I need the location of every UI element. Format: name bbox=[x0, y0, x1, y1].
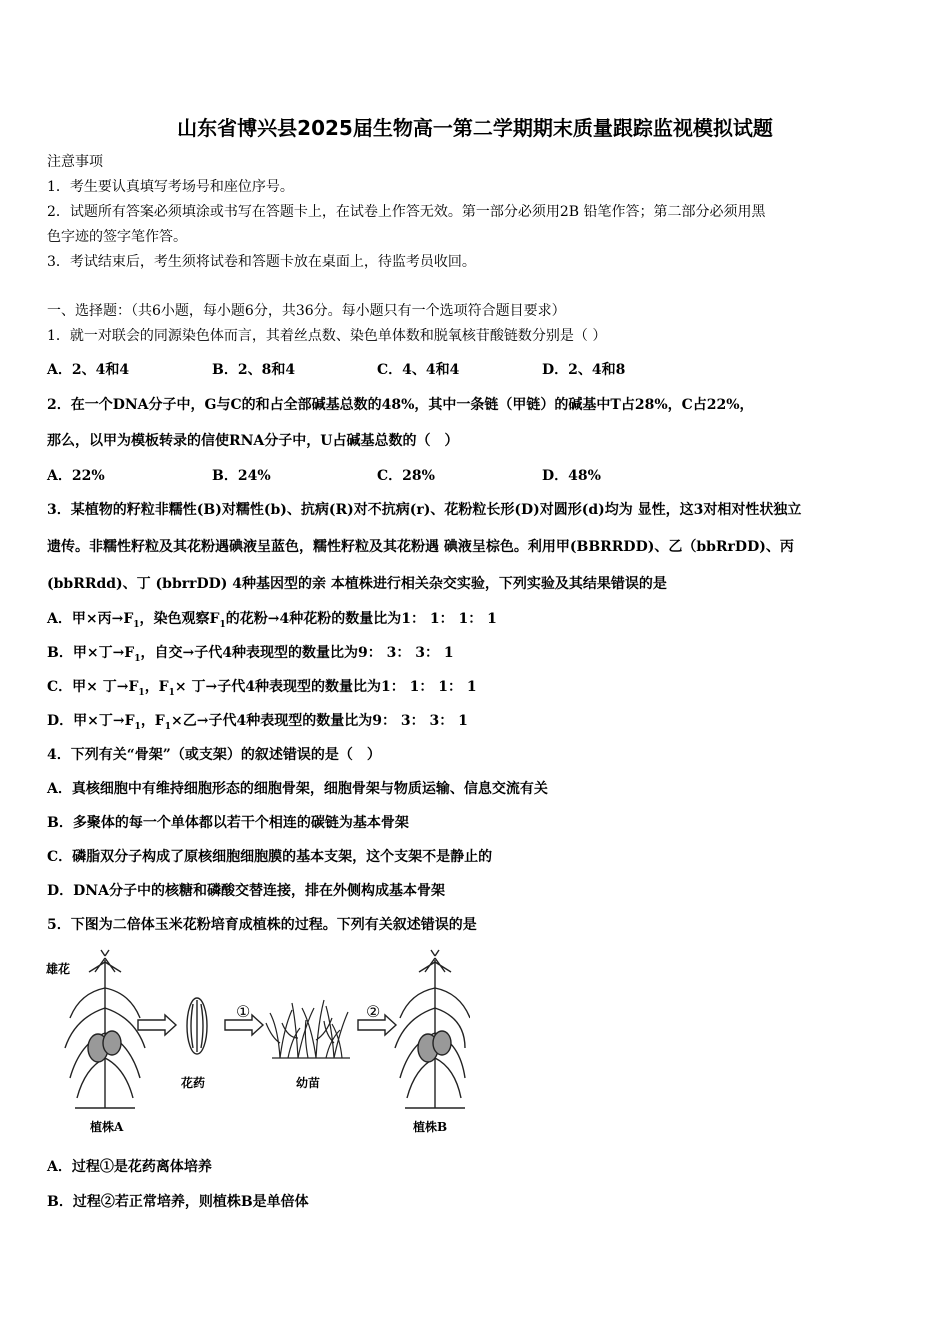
q1-option-c: C．4、4和4 bbox=[377, 362, 460, 378]
q4-option-a: A．真核细胞中有维持细胞形态的细胞骨架，细胞骨架与物质运输、信息交流有关 bbox=[47, 781, 548, 797]
q3-option-d: D．甲×丁$\to F_1$，$F_1\times$乙→子代4种表现型的数量比为9： 3： 3： 1 bbox=[47, 713, 468, 732]
notice-item-2-cont: 色字迹的签字笔作答。 bbox=[47, 229, 187, 245]
q2-stem-line2: 那么，以甲为模板转录的信使RNA分子中，U占碱基总数的（ ） bbox=[47, 433, 459, 449]
q4-option-d: D．DNA分子中的核糖和磷酸交替连接，排在外侧构成基本骨架 bbox=[47, 883, 445, 899]
male-flower-label: 雄花 bbox=[46, 962, 71, 976]
notice-item-2: 2．试题所有答案必须填涂或书写在答题卡上，在试卷上作答无效。第一部分必须用2B 铅笔作答；第二部分必须用黑 bbox=[47, 204, 766, 220]
q3-stem-line3: (bbRRdd)、丁 (bbrrDD) 4种基因型的亲 本植株进行相关杂交实验，下列实验及其结果错误的是 bbox=[47, 576, 667, 592]
plant-b-label: 植株B bbox=[413, 1120, 448, 1134]
step-2-label: ② bbox=[366, 1002, 381, 1021]
notice-heading: 注意事项 bbox=[47, 154, 103, 170]
q2-option-d: D．48% bbox=[542, 468, 601, 484]
q3-option-c: C．甲× 丁$\to F_1$，$F_1\times$ 丁→子代4种表现型的数量比为1： 1： 1： 1 bbox=[47, 679, 477, 698]
arrow-1-icon bbox=[138, 1015, 176, 1035]
section-heading: 一、选择题：（共6小题，每小题6分，共36分。每小题只有一个选项符合题目要求） bbox=[47, 303, 566, 319]
notice-item-3: 3．考试结束后，考生须将试卷和答题卡放在桌面上，待监考员收回。 bbox=[47, 254, 476, 270]
q5-stem: 5．下图为二倍体玉米花粉培育成植株的过程。下列有关叙述错误的是 bbox=[47, 917, 477, 933]
anther-icon bbox=[187, 998, 207, 1054]
q2-option-a: A．22% bbox=[47, 468, 105, 484]
plant-b-icon bbox=[395, 950, 470, 1108]
q4-option-c: C．磷脂双分子构成了原核细胞细胞膜的基本支架，这个支架不是静止的 bbox=[47, 849, 493, 865]
q5-option-b: B．过程②若正常培养，则植株B是单倍体 bbox=[47, 1194, 309, 1210]
seedling-icon bbox=[266, 1000, 350, 1058]
q1-option-a: A．2、4和4 bbox=[47, 362, 130, 378]
q2-option-b: B．24% bbox=[212, 468, 271, 484]
step-1-label: ① bbox=[236, 1002, 251, 1021]
q1-option-b: B．2、8和4 bbox=[212, 362, 296, 378]
seedling-label: 幼苗 bbox=[296, 1076, 321, 1090]
q1-stem: 1．就一对联会的同源染色体而言，其着丝点数、染色单体数和脱氧核苷酸链数分别是（ ） bbox=[47, 328, 607, 344]
anther-label: 花药 bbox=[181, 1076, 206, 1090]
q4-stem: 4．下列有关“骨架”（或支架）的叙述错误的是（ ） bbox=[47, 747, 381, 763]
notice-item-1: 1．考生要认真填写考场号和座位序号。 bbox=[47, 179, 294, 195]
q3-stem-line1: 3．某植物的籽粒非糯性(B)对糯性(b)、抗病(R)对不抗病(r)、花粉粒长形(D)对圆形(d)均为 显性，这3对相对性状独立 bbox=[47, 502, 802, 518]
q3-stem-line2: 遗传。非糯性籽粒及其花粉遇碘液呈蓝色，糯性籽粒及其花粉遇 碘液呈棕色。利用甲(BBRRDD)、乙（bbRrDD)、丙 bbox=[47, 539, 794, 555]
q1-option-d: D．2、4和8 bbox=[542, 362, 626, 378]
corn-pollen-figure bbox=[40, 948, 470, 1138]
corn-process-diagram bbox=[40, 948, 470, 1138]
q5-option-a: A．过程①是花药离体培养 bbox=[47, 1159, 212, 1175]
q2-stem-line1: 2．在一个DNA分子中，G与C的和占全部碱基总数的48%，其中一条链（甲链）的碱基中T占28%，C占22%， bbox=[47, 397, 754, 413]
q2-option-c: C．28% bbox=[377, 468, 435, 484]
plant-a-icon bbox=[65, 950, 145, 1108]
q3-option-b: B．甲×丁$\to F_1$，自交→子代4种表现型的数量比为9： 3： 3： 1 bbox=[47, 645, 454, 664]
q3-option-a: A．甲×丙$\to F_1$，染色观察$F_1$的花粉→4种花粉的数量比为1： 1： 1： 1 bbox=[47, 611, 497, 630]
q4-option-b: B．多聚体的每一个单体都以若干个相连的碳链为基本骨架 bbox=[47, 815, 409, 831]
plant-a-label: 植株A bbox=[90, 1120, 124, 1134]
exam-title: 山东省博兴县2025届生物高一第二学期期末质量跟踪监视模拟试题 bbox=[177, 116, 773, 140]
